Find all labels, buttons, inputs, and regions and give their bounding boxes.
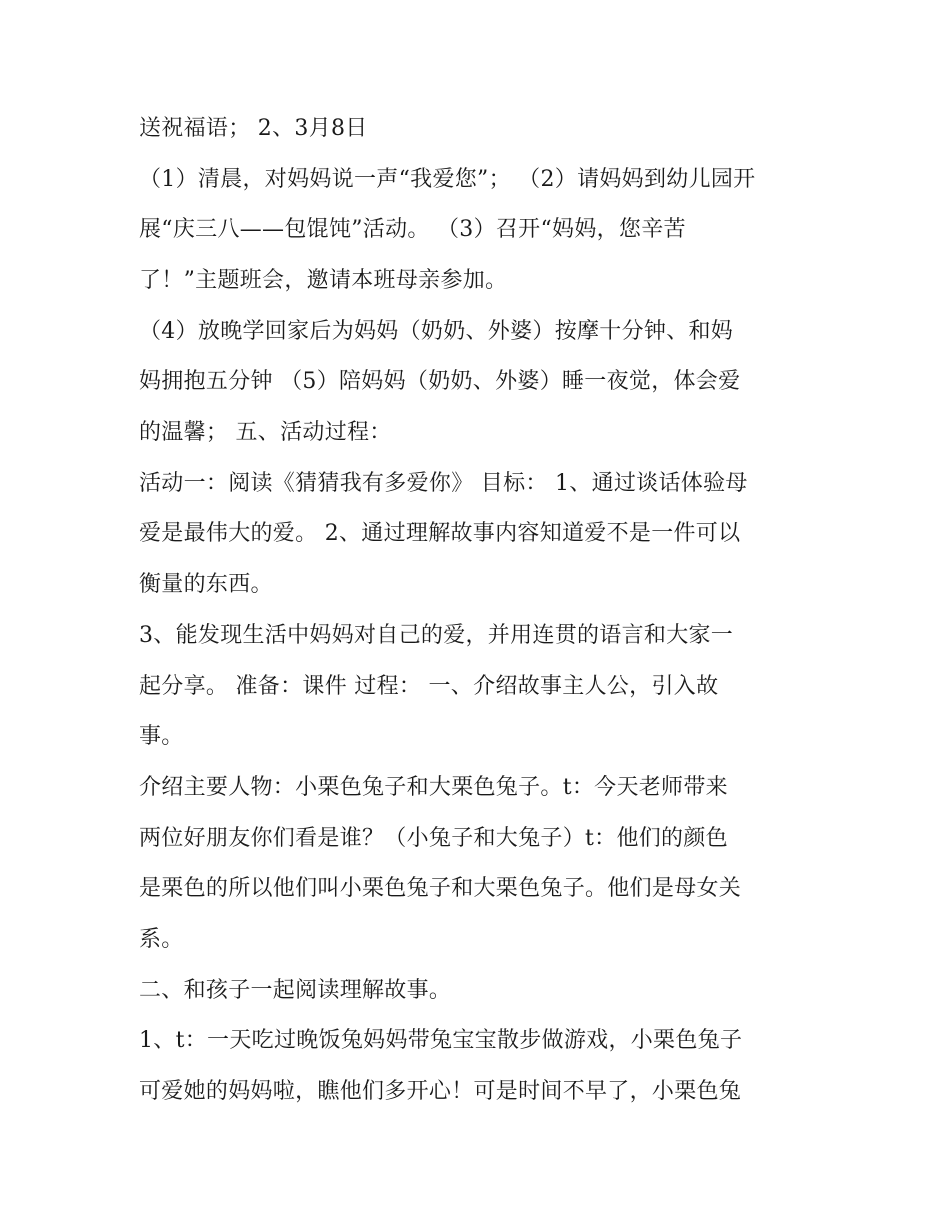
text-line: 事。 (139, 724, 184, 749)
text-line: 3、能发现生活中妈妈对自己的爱，并用连贯的语言和大家一 (139, 623, 734, 648)
text-line: 起分享。 准备：课件 过程： 一、介绍故事主人公，引入故 (139, 674, 719, 699)
text-line: 二、和孩子一起阅读理解故事。 (139, 978, 452, 1003)
text-line: 两位好朋友你们看是谁？（小兔子和大兔子）t：他们的颜色 (139, 826, 728, 851)
text-line: 的温馨； 五、活动过程： (139, 420, 392, 445)
text-line: 可爱她的妈妈啦，瞧他们多开心！可是时间不早了，小栗色兔 (139, 1079, 742, 1104)
text-line: （4）放晚学回家后为妈妈（奶奶、外婆）按摩十分钟、和妈 (139, 319, 734, 344)
text-line: 妈拥抱五分钟 （5）陪妈妈（奶奶、外婆）睡一夜觉，体会爱 (139, 369, 741, 394)
text-line: 展“庆三八——包馄饨”活动。 （3）召开“妈妈，您辛苦 (139, 217, 686, 242)
text-line: 了！”主题班会，邀请本班母亲参加。 (139, 268, 508, 293)
text-line: 1、t：一天吃过晚饭兔妈妈带兔宝宝散步做游戏，小栗色兔子 (139, 1028, 743, 1053)
text-line: 送祝福语； 2、3月8日 (139, 116, 368, 141)
text-line: 系。 (139, 927, 184, 952)
text-line: （1）清晨，对妈妈说一声“我爱您”； （2）请妈妈到幼儿园开 (139, 167, 756, 192)
text-line: 爱是最伟大的爱。 2、通过理解故事内容知道爱不是一件可以 (139, 521, 741, 546)
text-line: 介绍主要人物：小栗色兔子和大栗色兔子。t：今天老师带来 (139, 775, 728, 800)
text-line: 活动一：阅读《猜猜我有多爱你》 目标： 1、通过谈话体验母 (139, 471, 748, 496)
text-line: 衡量的东西。 (139, 572, 273, 597)
text-line: 是栗色的所以他们叫小栗色兔子和大栗色兔子。他们是母女关 (139, 876, 742, 901)
